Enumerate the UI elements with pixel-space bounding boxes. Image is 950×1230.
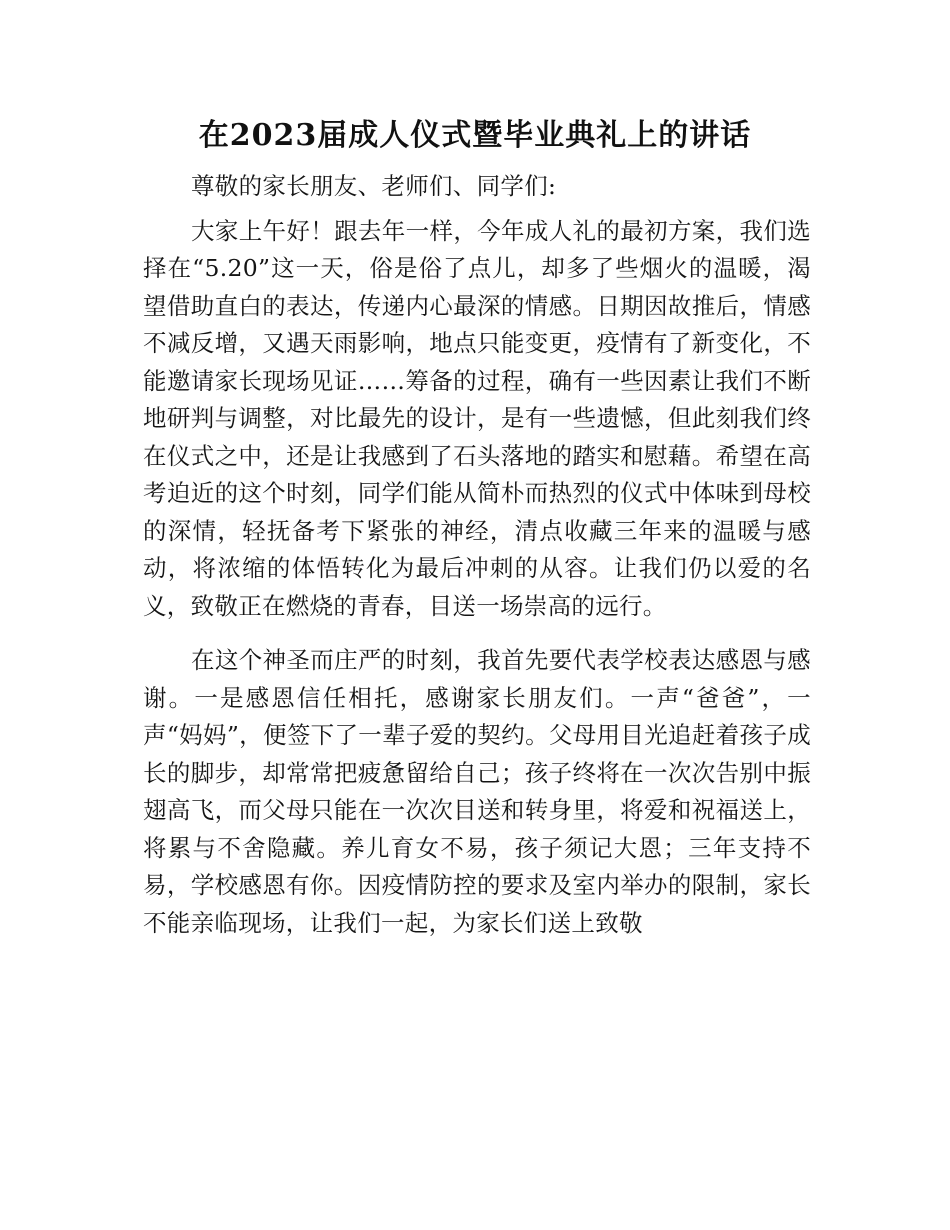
- paragraph-1: 大家上午好！跟去年一样，今年成人礼的最初方案，我们选择在“5.20”这一天，俗是俗了点儿，却多了些烟火的温暖，渴望借助直白的表达，传递内心最深的情感。日期因故推后，情感不减反增，又遇天雨影响，地点只能变更，疫情有了新变化，不能邀请家长现场见证……筹备的过程，确有一些因素让我们不断地研判与调整，对比最先的设计，是有一些遗憾，但此刻我们终在仪式之中，还是让我感到了石头落地的踏实和慰藉。希望在高考迫近的这个时刻，同学们能从简朴而热烈的仪式中体味到母校的深情，轻抚备考下紧张的神经，清点收藏三年来的温暖与感动，将浓缩的体悟转化为最后冲刺的从容。让我们仍以爱的名义，致敬正在燃烧的青春，目送一场崇高的远行。: [143, 216, 811, 620]
- paragraph-2: 在这个神圣而庄严的时刻，我首先要代表学校表达感恩与感谢。一是感恩信任相托，感谢家长朋友们。一声“爸爸”，一声“妈妈”，便签下了一辈子爱的契约。父母用目光追赶着孩子成长的脚步，却常常把疲惫留给自己；孩子终将在一次次告别中振翅高飞，而父母只能在一次次目送和转身里，将爱和祝福送上，将累与不舍隐藏。养儿育女不易，孩子须记大恩；三年支持不易，学校感恩有你。因疫情防控的要求及室内举办的限制，家长不能亲临现场，让我们一起，为家长们送上致敬: [143, 646, 811, 937]
- salutation: 尊敬的家长朋友、老师们、同学们:: [191, 172, 557, 200]
- document-title: 在2023届成人仪式暨毕业典礼上的讲话: [198, 118, 752, 153]
- document-body: [143, 168, 811, 959]
